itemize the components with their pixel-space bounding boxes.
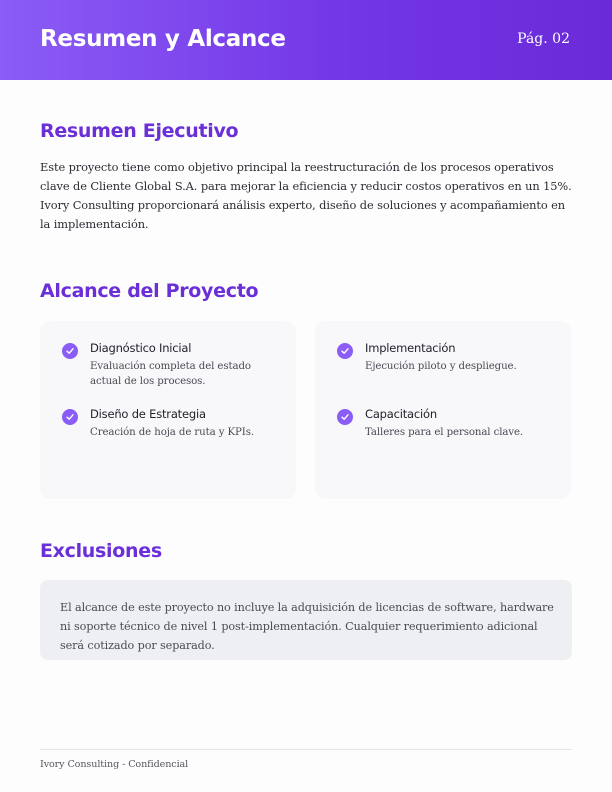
scope-item-title: Capacitación: [365, 407, 437, 421]
scope-heading: Alcance del Proyecto: [40, 280, 259, 302]
footer-divider: [40, 749, 572, 750]
scope-card-right: [315, 321, 571, 499]
exclusions-box: [40, 580, 572, 660]
check-icon: [337, 409, 353, 425]
scope-item-desc: Ejecución piloto y despliegue.: [365, 361, 517, 372]
page-title: Resumen y Alcance: [40, 26, 286, 52]
check-icon: [62, 343, 78, 359]
check-icon: [337, 343, 353, 359]
scope-item-title: Diagnóstico Inicial: [90, 341, 192, 355]
exclusions-body: El alcance de este proyecto no incluye la adquisición de licencias de software, hardware ni soporte técnico de nivel 1 post-implementación. Cualquier requerimiento adicional será cotizado por separado.: [60, 601, 554, 652]
page-number: Pág. 02: [517, 31, 570, 47]
check-icon: [62, 409, 78, 425]
scope-item-title: Implementación: [365, 341, 456, 355]
exclusions-heading: Exclusiones: [40, 540, 162, 562]
scope-item-desc: Talleres para el personal clave.: [365, 427, 524, 438]
footer-text: Ivory Consulting - Confidencial: [40, 759, 189, 770]
scope-item-desc: Creación de hoja de ruta y KPIs.: [90, 427, 254, 438]
scope-card-left: [40, 321, 296, 499]
summary-body: Este proyecto tiene como objetivo principal la reestructuración de los procesos operativos clave de Cliente Global S.A. para mejorar la eficiencia y reducir costos operativos en un 15%. Ivory Consulting proporcionará análisis experto, diseño de soluciones y acompañamiento en la implementación.: [40, 160, 572, 231]
page-header: [0, 0, 612, 80]
scope-item-desc: Evaluación completa del estado actual de los procesos.: [90, 361, 251, 387]
summary-heading: Resumen Ejecutivo: [40, 120, 239, 142]
scope-item-title: Diseño de Estrategia: [90, 407, 206, 421]
